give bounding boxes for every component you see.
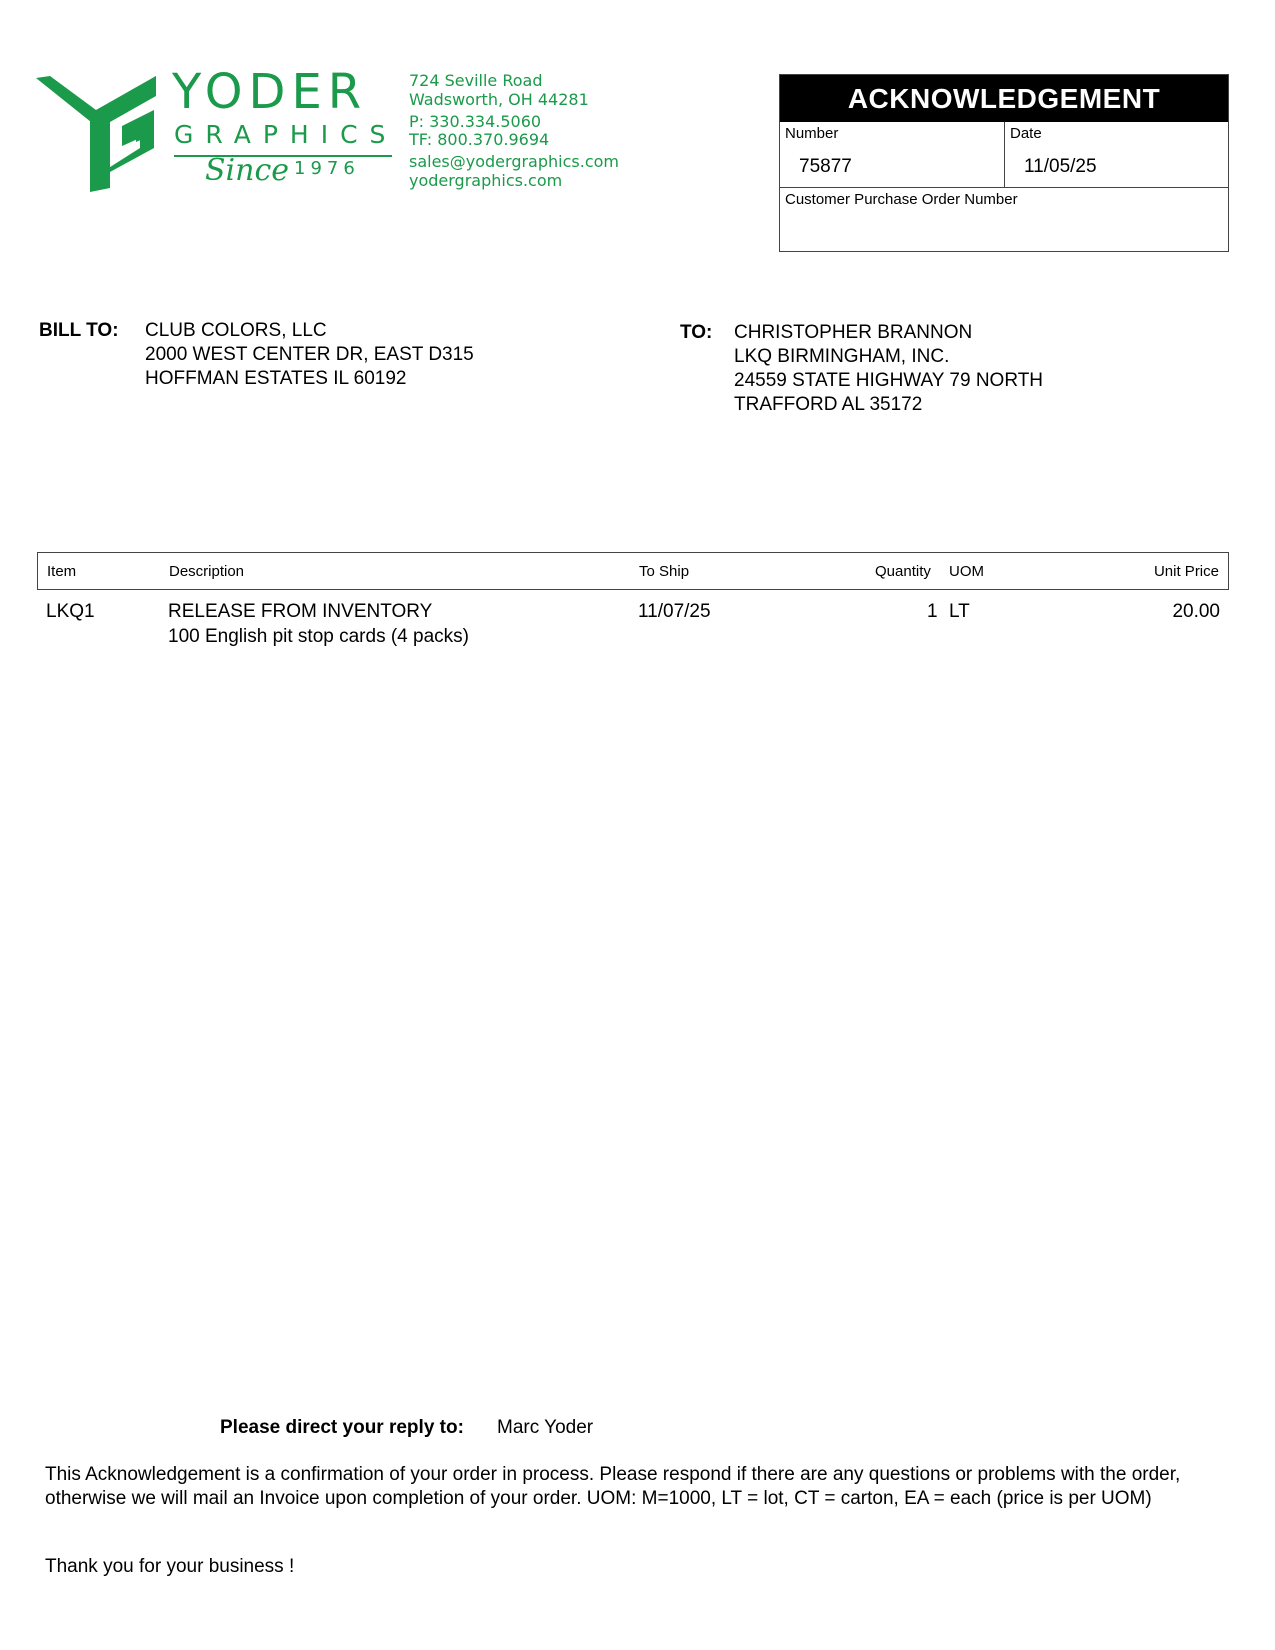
column-header-item: Item [47, 563, 77, 580]
reply-to-label: Please direct your reply to: [220, 1417, 464, 1438]
document-title: ACKNOWLEDGEMENT [780, 75, 1228, 122]
row-description-detail: 100 English pit stop cards (4 packs) [168, 626, 469, 647]
yoder-graphics-logo-icon [36, 76, 156, 192]
company-toll-free: TF: 800.370.9694 [409, 130, 550, 149]
brand-since-year: 1976 [294, 158, 360, 179]
ship-to-label: TO: [680, 322, 713, 343]
company-website[interactable]: yodergraphics.com [409, 171, 563, 190]
thank-you-note: Thank you for your business ! [45, 1556, 295, 1577]
terms-paragraph: This Acknowledgement is a confirmation of your order in process. Please respond if there are any questions or problems with the order, otherwise we will mail an Invoice upon completion of your order. UOM: M=1000, LT = lot, CT = carton, EA = each (price is per UOM) [45, 1464, 1181, 1509]
brand-name: YODER [172, 64, 368, 120]
ship-to-line: TRAFFORD AL 35172 [734, 394, 923, 415]
ack-number-value: 75877 [799, 156, 852, 177]
row-item: LKQ1 [46, 601, 95, 622]
column-header-description: Description [169, 563, 245, 580]
ship-to-line: LKQ BIRMINGHAM, INC. [734, 346, 950, 367]
ack-number-cell [780, 122, 1005, 188]
row-to-ship: 11/07/25 [638, 601, 711, 622]
column-header-to-ship: To Ship [639, 563, 690, 580]
company-email[interactable]: sales@yodergraphics.com [409, 152, 619, 171]
ack-date-cell [1005, 122, 1228, 188]
company-phone: P: 330.334.5060 [409, 112, 542, 131]
bill-to-label: BILL TO: [39, 320, 119, 341]
bill-to-line: HOFFMAN ESTATES IL 60192 [145, 368, 407, 389]
acknowledgement-box [779, 74, 1229, 252]
row-quantity: 1 [927, 601, 938, 622]
brand-since-script: Since [205, 153, 290, 188]
row-uom: LT [949, 601, 970, 622]
company-address-line2: Wadsworth, OH 44281 [409, 90, 589, 109]
ship-to-line: CHRISTOPHER BRANNON [734, 322, 973, 343]
ack-date-label: Date [1010, 125, 1042, 142]
ship-to-line: 24559 STATE HIGHWAY 79 NORTH [734, 370, 1044, 391]
bill-to-line: 2000 WEST CENTER DR, EAST D315 [145, 344, 474, 365]
line-items-header [37, 552, 1229, 590]
customer-po-label: Customer Purchase Order Number [785, 191, 1018, 208]
column-header-quantity: Quantity [875, 563, 931, 580]
reply-to-name: Marc Yoder [497, 1417, 594, 1438]
brand-subtitle: GRAPHICS [174, 120, 398, 149]
ack-date-value: 11/05/25 [1024, 156, 1097, 177]
table-row [37, 598, 1229, 654]
ack-number-label: Number [785, 125, 839, 142]
row-description: RELEASE FROM INVENTORY [168, 601, 433, 622]
company-address-line1: 724 Seville Road [409, 71, 543, 90]
column-header-uom: UOM [949, 563, 984, 580]
column-header-unit-price: Unit Price [1153, 563, 1219, 580]
bill-to-line: CLUB COLORS, LLC [145, 320, 327, 341]
row-unit-price: 20.00 [1172, 601, 1220, 622]
